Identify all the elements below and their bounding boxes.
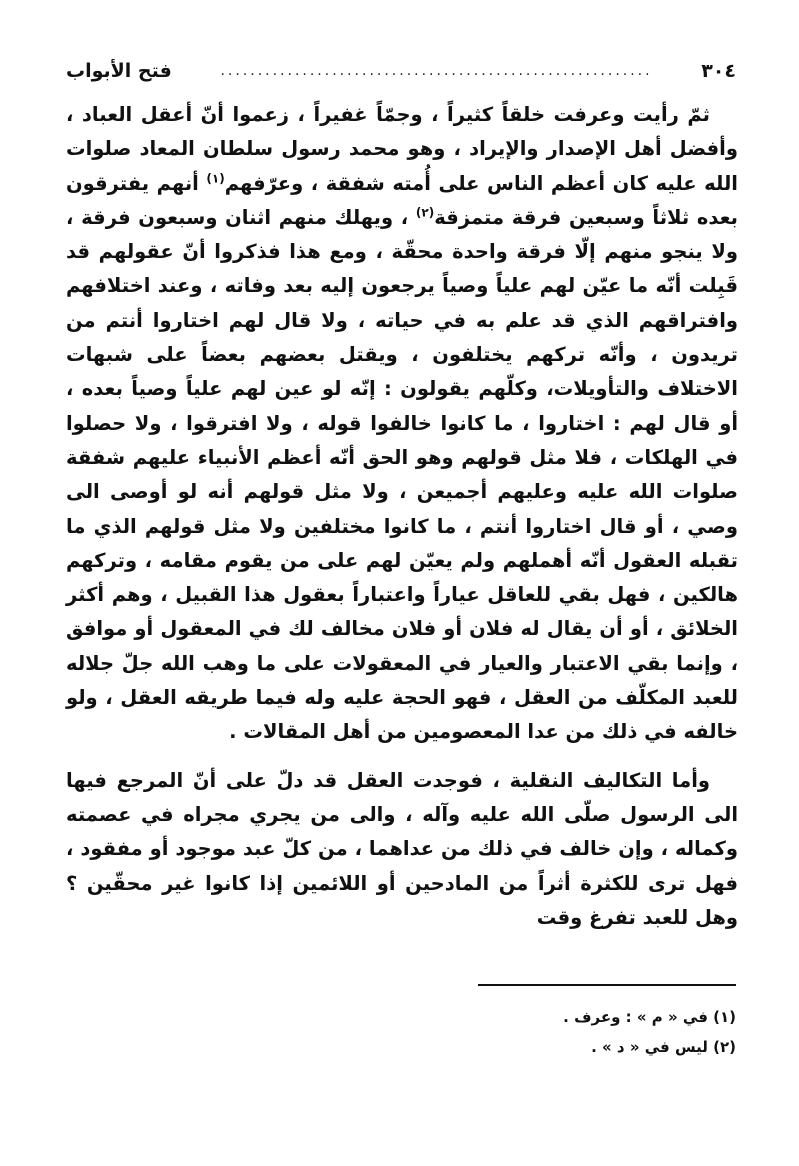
paragraph: وأما التكاليف النقلية ، فوجدت العقل قد دلّ على أنّ المرجع فيها الى الرسول صلّى الله عليه وآله ، والى من يجري مجراه في عصمته وكماله ، وإن خالف في ذلك من عداهما ، من كلّ عبد موجود أو مفقود ، فهل ترى للكثرة أثراً من المادحين أو اللائمين إذا كانوا غير محقّين ؟ وهل للعبد تفرغ وقت — [66, 768, 738, 929]
footnote: (٢) ليس في « د » . — [591, 1038, 736, 1056]
paragraph-text: أنهم يفترقون بعده ثلاثاً وسبعين فرقة متمزقة — [66, 171, 738, 229]
paragraph-text: ثمّ رأيت وعرفت خلقاً كثيراً ، وجمّاً غفيراً ، زعموا أنّ أعقل العباد ، وأفضل أهل الإصدار والإيراد ، وهو محمد رسول سلطان المعاد صلوات الله عليه كان أعظم الناس على أُمته شفقة ، وعرّفهم — [66, 103, 738, 195]
running-head — [66, 56, 736, 86]
footnotes — [300, 1002, 736, 1062]
dot-leader: .......................................................... — [220, 63, 653, 79]
footnote-separator — [478, 984, 736, 986]
book-title: فتح الأبواب — [66, 60, 172, 82]
paragraph — [66, 98, 738, 750]
page-number: ٣٠٤ — [701, 60, 736, 82]
paragraph-text: ، ويهلك منهم اثنان وسبعون فرقة ، ولا ينجو منهم إلّا فرقة واحدة محقّة ، ومع هذا فذكروا أنّ عقولهم قد قَبِلت أنّه ما عيّن لهم علياً وصياً يرجعون إليه بعد وفاته ، وعند اختلافهم وافتراقهم الذي قد علم به في حياته ، ولا قال لهم اختاروا أنتم من تريدون ، وأنّه تركهم يختلفون ، ويقتل بعضهم بعضاً على شبهات الاختلاف والتأويلات، وكلّهم يقولون : إنّه لو عين لهم علياً وصياً بعده ، أو قال لهم : اختاروا ، ما كانوا خالفوا قوله ، ولا افترقوا ، ولا حصلوا في الهلكات ، فلا مثل قولهم وهو الحق أنّه أعظم الأنبياء عليهم شفقة صلوات الله عليه وعليهم أجميعن ، ولا مثل قولهم أنه لو أوصى الى وصي ، أو قال اختاروا أنتم ، ما كانوا مختلفين ولا مثل قولهم الذي ما تقبله العقول أنّه أهملهم ولم يعيّن لهم على من يقوم مقامه ، وتركهم هالكين ، فهل بقي للعاقل عياراً واعتباراً بعقول هذا القبيل ، وهم أكثر الخلائق ، أو أن يقال له فلان أو فلان مخالف لك في المعقول أو موافق ، وإنما بقي الاعتبار والعيار في المعقولات على ما وهب الله جلّ جلاله للعبد المكلّف من العقل ، فهو الحجة عليه وله فيما طريقه العقل ، ولو خالفه في ذلك من عدا المعصومين من أهل المقالات . — [66, 205, 738, 744]
footnote-ref: (١) — [206, 171, 225, 186]
footnote: (١) في « م » : وعرف . — [563, 1008, 736, 1026]
main-text — [66, 98, 738, 935]
footnote-ref: (٢) — [415, 205, 435, 220]
